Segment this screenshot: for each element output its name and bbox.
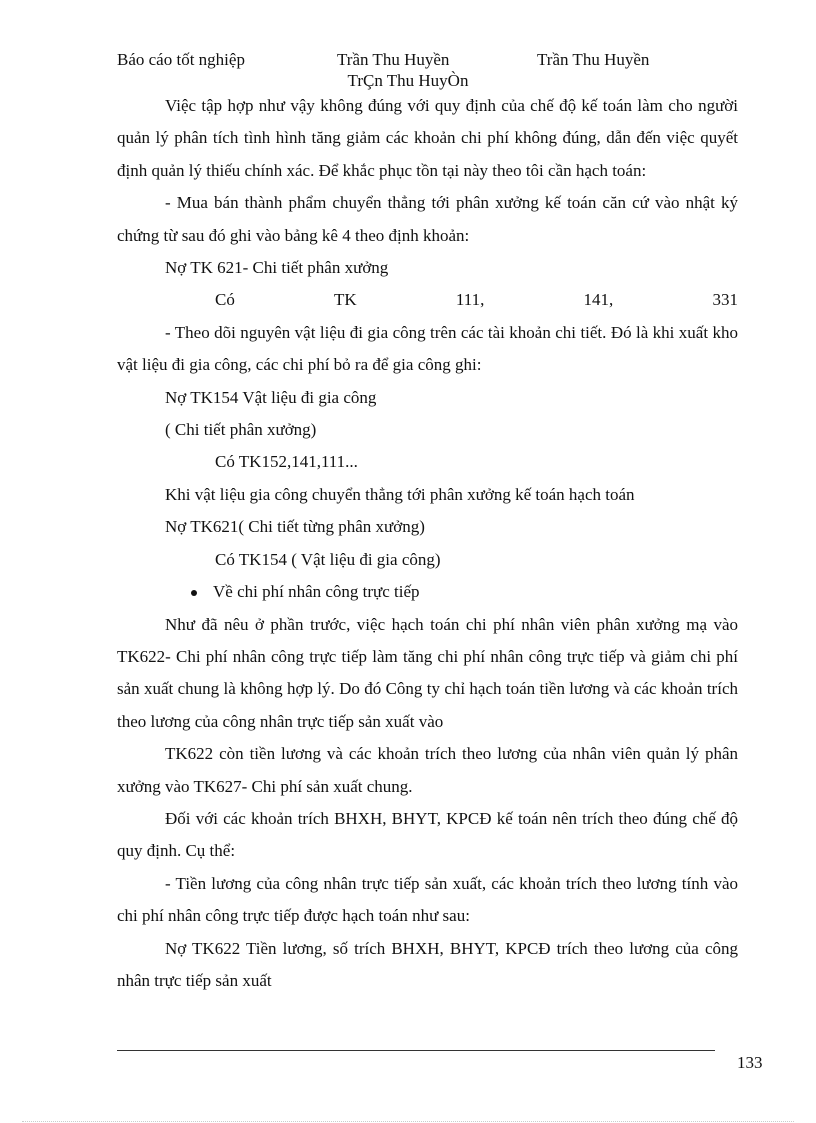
journal-entry-note: ( Chi tiết phân xưởng) xyxy=(165,420,317,440)
credit-word: 331 xyxy=(712,290,738,310)
paragraph: Khi vật liệu gia công chuyển thẳng tới phân xưởng kế toán hạch toán xyxy=(165,484,635,504)
bullet-text: Về chi phí nhân công trực tiếp xyxy=(213,582,420,602)
journal-entry-credit: Có TK152,141,111... xyxy=(215,452,358,472)
header-author-name-legacy-encoding: TrÇn Thu HuyÒn xyxy=(347,71,469,90)
journal-entry-debit: Nợ TK621( Chi tiết từng phân xưởng) xyxy=(165,517,425,537)
paragraph: - Tiền lương của công nhân trực tiếp sản xuất, các khoản trích theo lương tính vào chi phí nhân công trực tiếp được hạch toán như sau: xyxy=(117,873,738,926)
header-author-name: Trần Thu Huyền xyxy=(337,50,450,69)
credit-word: 111, xyxy=(455,290,485,310)
page-number: 133 xyxy=(737,1053,763,1072)
paragraph: TK622 còn tiền lương và các khoản trích theo lương của nhân viên quản lý phân xưởng vào TK627- Chi phí sản xuất chung. xyxy=(117,744,738,796)
credit-word: 141, xyxy=(583,290,614,310)
journal-entry-credit xyxy=(117,284,738,316)
paragraph: - Mua bán thành phẩm chuyển thẳng tới phân xưởng kế toán căn cứ vào nhật ký chứng từ sau đó ghi vào bảng kê 4 theo định khoản: xyxy=(117,193,738,245)
paragraph: Nợ TK622 Tiền lương, số trích BHXH, BHYT, KPCĐ trích theo lương của công nhân trực tiếp sản xuất xyxy=(117,938,738,990)
footer-rule xyxy=(117,1050,715,1051)
bullet-item xyxy=(117,576,738,608)
credit-word: Có xyxy=(215,290,235,310)
document-body xyxy=(117,90,738,997)
header-report-title: Báo cáo tốt nghiệp xyxy=(117,50,245,69)
paragraph: Đối với các khoản trích BHXH, BHYT, KPCĐ kế toán nên trích theo đúng chế độ quy định. Cụ thể: xyxy=(117,808,738,861)
paragraph: - Theo dõi nguyên vật liệu đi gia công trên các tài khoản chi tiết. Đó là khi xuất kho vật liệu đi gia công, các chi phí bỏ ra để gia công ghi: xyxy=(117,322,738,375)
credit-word: TK xyxy=(334,290,357,310)
page-edge-divider xyxy=(22,1121,794,1122)
journal-entry-debit: Nợ TK 621- Chi tiết phân xưởng xyxy=(165,258,389,278)
paragraph: Như đã nêu ở phần trước, việc hạch toán chi phí nhân viên phân xưởng mạ vào TK622- Chi phí nhân công trực tiếp làm tăng chi phí nhân công trực tiếp và giảm chi phí sản xuất chung là không hợp lý. Do đó Công ty chỉ hạch toán tiền lương và các khoản trích theo lương của công nhân trực tiếp sản xuất vào xyxy=(117,614,738,731)
journal-entry-credit: Có TK154 ( Vật liệu đi gia công) xyxy=(215,549,441,569)
header-author-name-repeat: Trần Thu Huyền xyxy=(537,50,650,69)
paragraph: Việc tập hợp như vậy không đúng với quy định của chế độ kế toán làm cho người quản lý phân tích tình hình tăng giảm các khoản chi phí không đúng, dẫn đến việc quyết định quản lý thiếu chính xác. Để khắc phục tồn tại này theo tôi cần hạch toán: xyxy=(117,96,738,180)
journal-entry-debit: Nợ TK154 Vật liệu đi gia công xyxy=(165,387,377,407)
